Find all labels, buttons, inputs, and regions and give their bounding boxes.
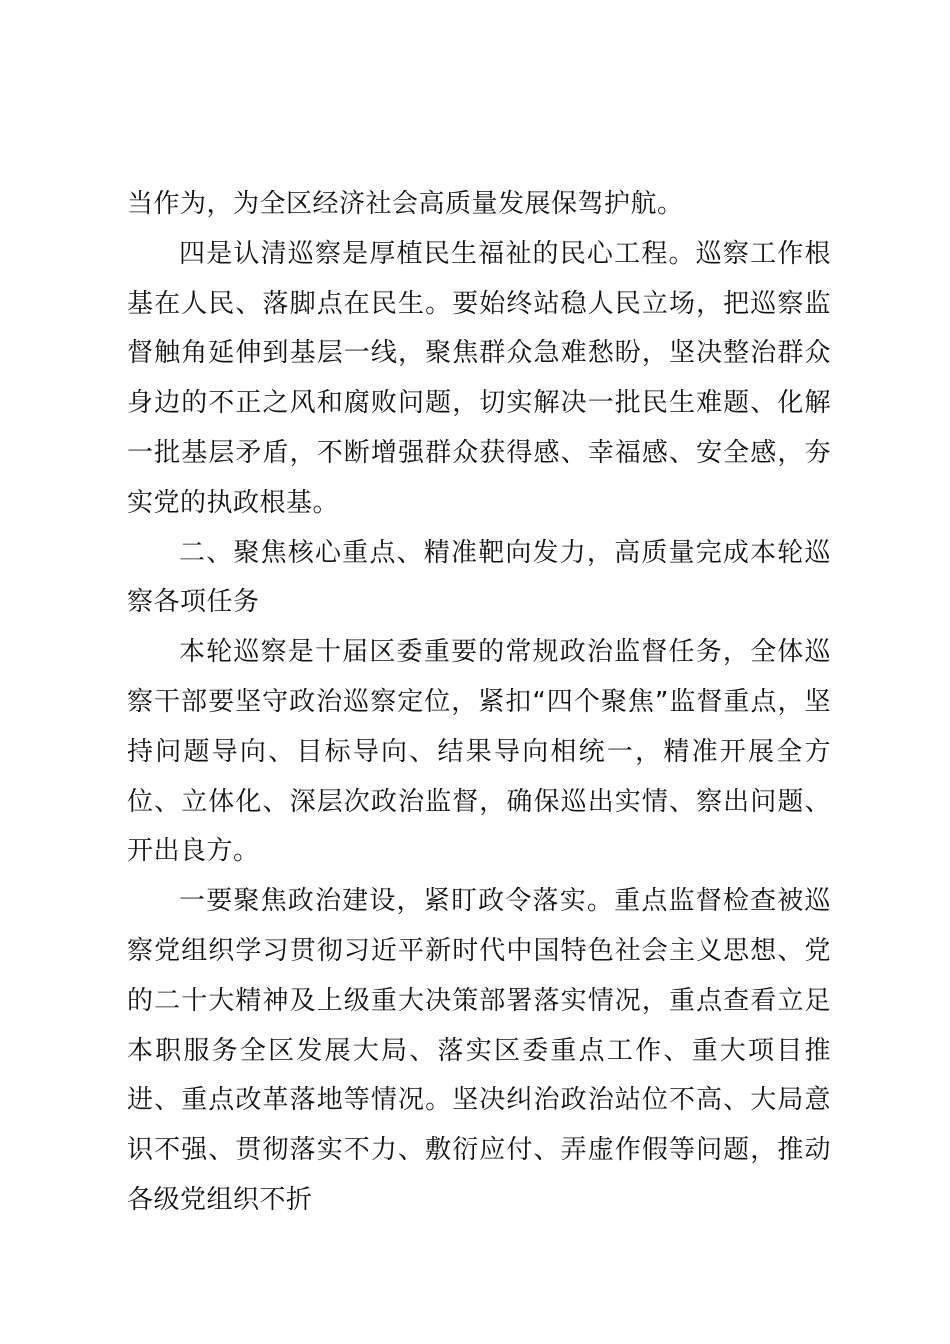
paragraph-point-four: 四是认清巡察是厚植民生福祉的民心工程。巡察工作根基在人民、落脚点在民生。要始终站稳人民立场，把巡察监督触角延伸到基层一线，聚焦群众急难愁盼，坚决整治群众身边的不正之风和腐败问题，切实解决一批民生难题、化解一批基层矛盾，不断增强群众获得感、幸福感、安全感，夯实党的执政根基。 xyxy=(127,238,831,518)
document-body xyxy=(127,180,831,1226)
paragraph-inspection-task: 本轮巡察是十届区委重要的常规政治监督任务，全体巡察干部要坚守政治巡察定位，紧扣“四个聚焦”监督重点，坚持问题导向、目标导向、结果导向相统一，精准开展全方位、立体化、深层次政治监督，确保巡出实情、察出问题、开出良方。 xyxy=(127,637,831,867)
section-heading-two: 二、聚焦核心重点、精准靶向发力，高质量完成本轮巡察各项任务 xyxy=(127,537,831,618)
paragraph-continuation: 当作为，为全区经济社会高质量发展保驾护航。 xyxy=(127,189,684,219)
paragraph-point-one: 一要聚焦政治建设，紧盯政令落实。重点监督检查被巡察党组织学习贯彻习近平新时代中国特色社会主义思想、党的二十大精神及上级重大决策部署落实情况，重点查看立足本职服务全区发展大局、落实区委重点工作、重大项目推进、重点改革落地等情况。坚决纠治政治站位不高、大局意识不强、贯彻落实不力、敷衍应付、弄虚作假等问题，推动各级党组织不折 xyxy=(127,886,831,1215)
